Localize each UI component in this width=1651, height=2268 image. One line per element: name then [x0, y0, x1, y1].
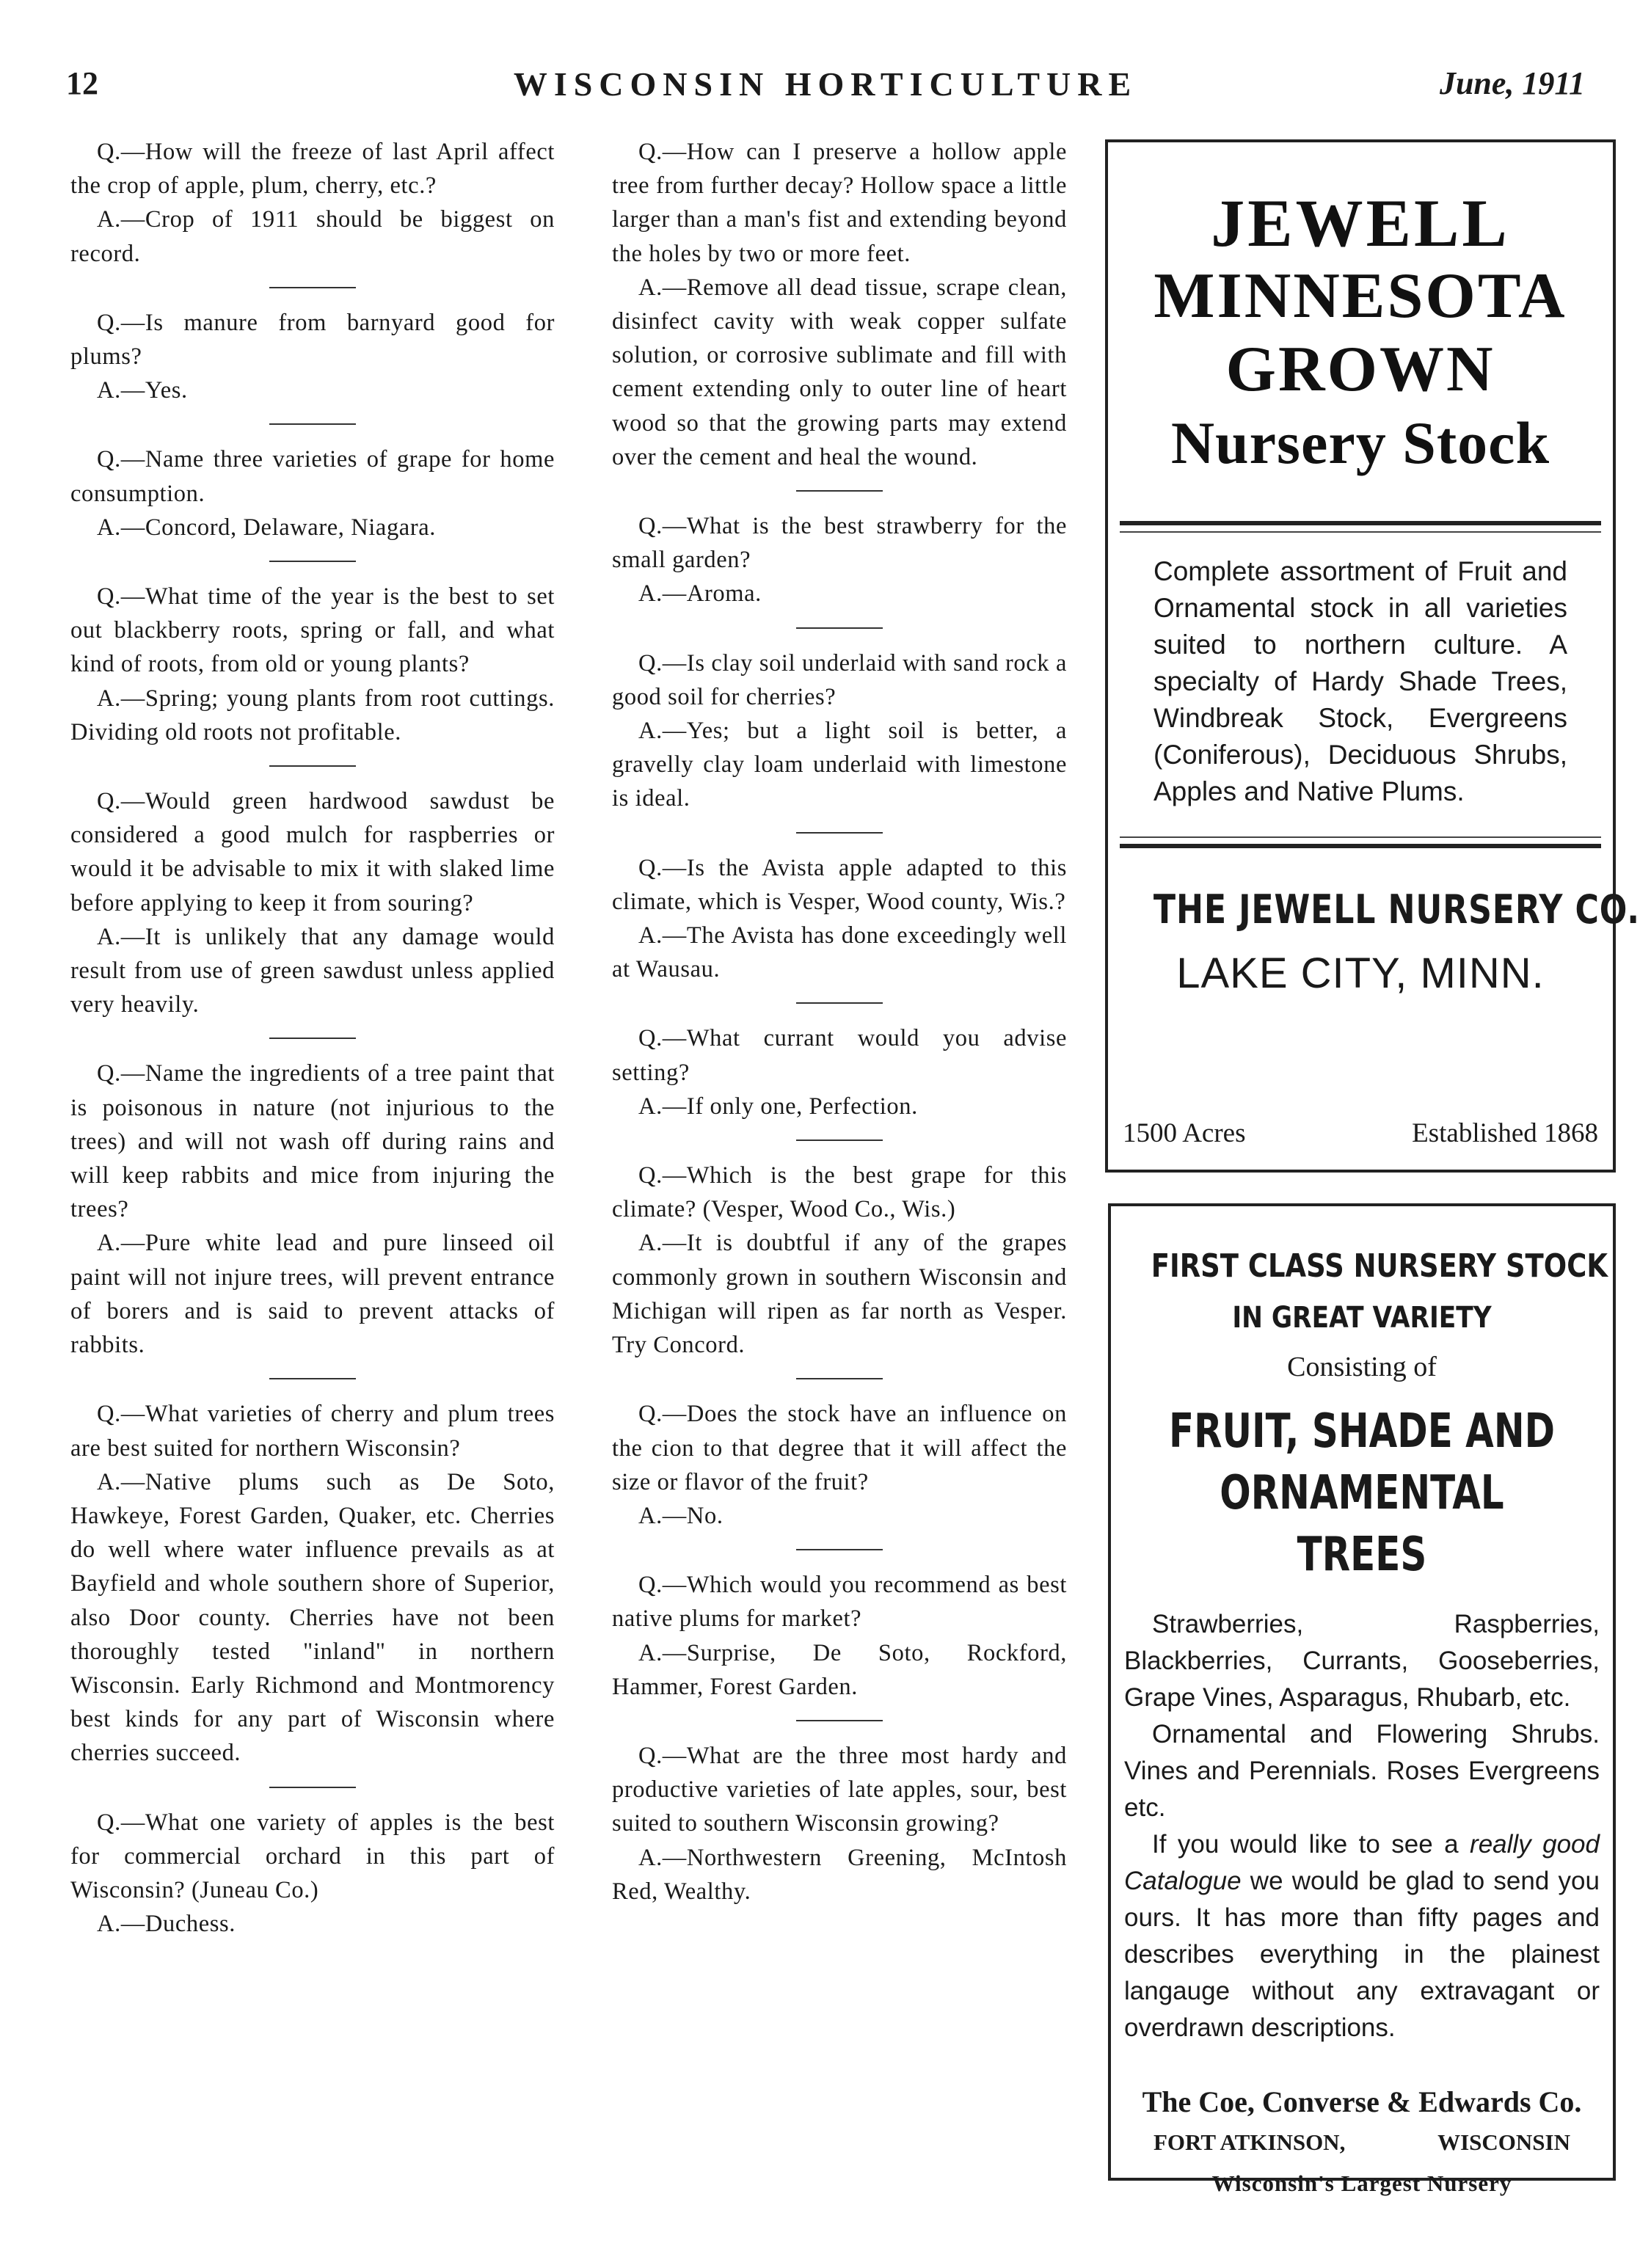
ad-location-city: FORT ATKINSON, — [1153, 2129, 1346, 2155]
answer: A.—Duchess. — [97, 1911, 236, 1938]
ad-tagline: Wisconsin's Largest Nursery — [1211, 2170, 1512, 2196]
ad-text: If you would like to see a — [1152, 1830, 1470, 1859]
answer: A.—The Avista has done exceedingly well at Wausau. — [612, 922, 1067, 983]
qa-column-left — [70, 135, 555, 1948]
separator-rule — [796, 1720, 883, 1721]
ad-headline-line: MINNESOTA — [1153, 260, 1567, 332]
separator-rule — [796, 1002, 883, 1004]
question: Q.—Is clay soil underlaid with sand rock a good soil for cherries? — [612, 649, 1067, 710]
question: Q.—What varieties of cherry and plum trees are best suited for northern Wisconsin? — [70, 1401, 555, 1462]
ad-italic-text: really good Catalogue — [1124, 1830, 1600, 1895]
answer: A.—Yes. — [97, 377, 188, 404]
ad-subheadline: IN GREAT VARIETY — [1232, 1301, 1492, 1335]
separator-rule — [269, 1378, 356, 1379]
question: Q.—Which would you recommend as best native plums for market? — [612, 1572, 1067, 1633]
qa-item — [612, 1159, 1067, 1362]
qa-item — [70, 784, 555, 1021]
ad-body-text: Complete assortment of Fruit and Ornamental stock in all varieties suited to northern culture. A specialty of Hardy Shade Trees, Windbreak Stock, Evergreens (Coniferous), Deciduous Shrubs, Apples and Native Plums. — [1153, 556, 1567, 806]
ad-headline — [1108, 186, 1613, 480]
qa-column-middle — [612, 135, 1067, 1916]
question: Q.—Does the stock have an influence on the cion to that degree that it will affect the size or flavor of the fruit? — [612, 1401, 1067, 1495]
qa-item — [70, 580, 555, 749]
ad-text: we would be glad to send you ours. It has more than fifty pages and describes everything in the plainest langauge without any extravagant or overdrawn descriptions. — [1124, 1867, 1600, 2042]
answer: A.—Northwestern Greening, McIntosh Red, Wealthy. — [612, 1844, 1067, 1905]
separator-rule — [269, 287, 356, 288]
qa-item — [70, 306, 555, 408]
answer: A.—Pure white lead and pure linseed oil paint will not injure trees, will prevent entrance of borers and is said to prevent attacks of rabbits. — [70, 1230, 555, 1359]
question: Q.—Is manure from barnyard good for plums? — [70, 309, 555, 371]
ad-paragraph — [1124, 1826, 1600, 2046]
answer: A.—No. — [638, 1502, 724, 1529]
issue-date: June, 1911 — [1439, 65, 1585, 101]
separator-rule — [796, 490, 883, 492]
separator-rule — [796, 1378, 883, 1379]
answer: A.—Yes; but a light soil is better, a gravelly clay loam underlaid with limestone is ideal. — [612, 718, 1067, 812]
ad-headline-line: JEWELL — [1211, 186, 1510, 260]
question: Q.—Is the Avista apple adapted to this climate, which is Vesper, Wood county, Wis.? — [612, 854, 1067, 915]
answer: A.—Native plums such as De Soto, Hawkeye, Forest Garden, Quaker, etc. Cherries do well where water influence prevails as at Bayfield and whole southern shore of Superior, also Door county. Cherries have not been thoroughly tested "inland" in northern Wisconsin. Early Richmond and Montmorency best kinds for any part of Wisconsin where cherries succeed. — [70, 1468, 555, 1767]
ad-company-name: THE JEWELL NURSERY CO. — [1153, 886, 1640, 933]
ad-acres: 1500 Acres — [1123, 1118, 1246, 1148]
qa-item — [70, 1397, 555, 1770]
answer: A.—Spring; young plants from root cuttings. Dividing old roots not profitable. — [70, 685, 555, 745]
separator-rule — [796, 832, 883, 834]
page-header — [66, 65, 1585, 109]
ad-body — [1111, 1586, 1613, 2046]
question: Q.—How will the freeze of last April affect the crop of apple, plum, cherry, etc.? — [70, 139, 555, 200]
qa-item — [70, 442, 555, 544]
separator-rule — [796, 1549, 883, 1550]
qa-item — [612, 509, 1067, 611]
question: Q.—What currant would you advise setting? — [612, 1025, 1067, 1086]
question: Q.—What are the three most hardy and productive varieties of late apples, sour, best suited to southern Wisconsin growing? — [612, 1742, 1067, 1837]
ad-company-name: The Coe, Converse & Edwards Co. — [1142, 2085, 1582, 2118]
answer: A.—Concord, Delaware, Niagara. — [97, 514, 436, 541]
ad-headline: FIRST CLASS NURSERY STOCK — [1151, 1247, 1608, 1285]
ad-rule-thick — [1120, 521, 1601, 525]
page-number: 12 — [66, 65, 98, 101]
answer: A.—Surprise, De Soto, Rockford, Hammer, Forest Garden. — [612, 1639, 1067, 1700]
ad-subheadline: Consisting of — [1287, 1352, 1437, 1382]
question: Q.—What time of the year is the best to set out blackberry roots, spring or fall, and what kind of roots, from old or young plants? — [70, 583, 555, 678]
ad-location — [1153, 2129, 1570, 2162]
question: Q.—What one variety of apples is the best for commercial orchard in this part of Wisconsin? (Juneau Co.) — [70, 1809, 555, 1903]
answer: A.—Aroma. — [638, 580, 762, 608]
question: Q.—How can I preserve a hollow apple tree from further decay? Hollow space a little larger than a man's fist and extending beyond the holes by two or more feet. — [612, 139, 1067, 267]
question: Q.—Name the ingredients of a tree paint that is poisonous in nature (not injurious to the trees) and will not wash off during rains and will keep rabbits and mice from injuring the trees? — [70, 1060, 555, 1223]
qa-item — [70, 1057, 555, 1362]
publication-title: WISCONSIN HORTICULTURE — [513, 65, 1138, 103]
qa-item — [70, 135, 555, 271]
ad-headline-line: GROWN — [1225, 334, 1495, 405]
qa-item — [612, 1568, 1067, 1704]
answer: A.—If only one, Perfection. — [638, 1093, 918, 1120]
answer: A.—Crop of 1911 should be biggest on record. — [70, 206, 555, 267]
answer: A.—Remove all dead tissue, scrape clean, disinfect cavity with weak copper sulfate solution, or corrosive sublimate and fill with cement extending only to outer line of heart wood so that the growing parts may extend over the cement and heal the wound. — [612, 274, 1067, 470]
question: Q.—Name three varieties of grape for home consumption. — [70, 446, 555, 507]
ad-headline-line: Nursery Stock — [1170, 409, 1550, 476]
ad-location-state: WISCONSIN — [1437, 2129, 1570, 2155]
advertisement-jewell-nursery — [1105, 139, 1640, 1173]
ad-paragraph: Strawberries, Raspberries, Blackberries, Currants, Gooseberries, Grape Vines, Asparagus, Rhubarb, etc. — [1124, 1610, 1600, 1712]
ad-rule-thick — [1120, 844, 1601, 848]
ad-established: Established 1868 — [1412, 1118, 1598, 1148]
ad-city: LAKE CITY, MINN. — [1176, 949, 1545, 997]
qa-item — [612, 135, 1067, 474]
question: Q.—What is the best strawberry for the small garden? — [612, 513, 1067, 574]
ad-rule-thin — [1120, 836, 1601, 838]
separator-rule — [269, 1787, 356, 1788]
advertisement-coe-converse-edwards — [1108, 1203, 1616, 2196]
separator-rule — [269, 423, 356, 425]
question: Q.—Which is the best grape for this climate? (Vesper, Wood Co., Wis.) — [612, 1162, 1067, 1223]
answer: A.—It is unlikely that any damage would result from use of green sawdust unless applied very heavily. — [70, 923, 555, 1018]
ad-paragraph: Ornamental and Flowering Shrubs. Vines and Perennials. Roses Evergreens etc. — [1124, 1720, 1600, 1822]
ad-feature-headline: FRUIT, SHADE AND ORNAMENTAL TREES — [1168, 1404, 1556, 1582]
qa-item — [612, 1397, 1067, 1533]
separator-rule — [796, 1140, 883, 1141]
separator-rule — [269, 561, 356, 562]
answer: A.—It is doubtful if any of the grapes commonly grown in southern Wisconsin and Michigan will ripen as far north as Vesper. Try Concord. — [612, 1230, 1067, 1359]
question: Q.—Would green hardwood sawdust be considered a good mulch for raspberries or would it be advisable to mix it with slaked lime before applying to keep it from souring? — [70, 788, 555, 916]
qa-item — [612, 851, 1067, 987]
qa-item — [70, 1806, 555, 1941]
qa-item — [612, 1021, 1067, 1123]
qa-item — [612, 1739, 1067, 1908]
separator-rule — [796, 627, 883, 629]
qa-item — [612, 646, 1067, 816]
separator-rule — [269, 765, 356, 767]
separator-rule — [269, 1038, 356, 1039]
